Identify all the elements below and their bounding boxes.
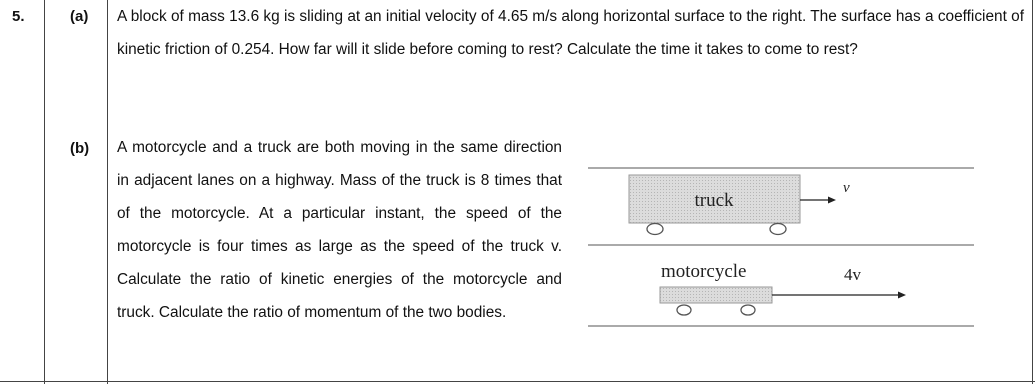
left-column-divider (44, 0, 45, 384)
part-b-text: A motorcycle and a truck are both moving in the same direction in adjacent lanes on a highway. Mass of the truck is 8 times that of the motorcycle. At a particular instant, the speed of the motorcycle is four times as large as the speed of the truck v. Calculate the ratio of kinetic energies of the motorcycle and truck. Calculate the ratio of momentum of the two bodies. (117, 139, 562, 321)
vehicles-diagram (588, 150, 978, 340)
motorcycle-wheel-left (677, 305, 691, 315)
part-a-text: A block of mass 13.6 kg is sliding at an initial velocity of 4.65 m/s along horizontal surface to the right. The surface has a coefficient of kinetic friction of 0.254. How far will it slide before coming to rest? Calculate the time it takes to come to rest? (117, 8, 1024, 58)
question-number: 5. (12, 8, 25, 25)
motorcycle-body (660, 287, 772, 303)
motorcycle-wheel-right (741, 305, 755, 315)
part-b-label: (b) (70, 140, 90, 157)
truck-wheel-left (647, 224, 663, 235)
truck-label: truck (694, 190, 734, 211)
bottom-border (0, 381, 1035, 382)
truck-wheel-right (770, 224, 786, 235)
right-border (1032, 0, 1033, 384)
motorcycle-label: motorcycle (661, 261, 747, 282)
label-column-divider (107, 0, 108, 384)
truck-velocity-label: v (843, 180, 850, 196)
motorcycle-velocity-label: 4v (844, 265, 861, 284)
part-a-label: (a) (70, 8, 89, 25)
